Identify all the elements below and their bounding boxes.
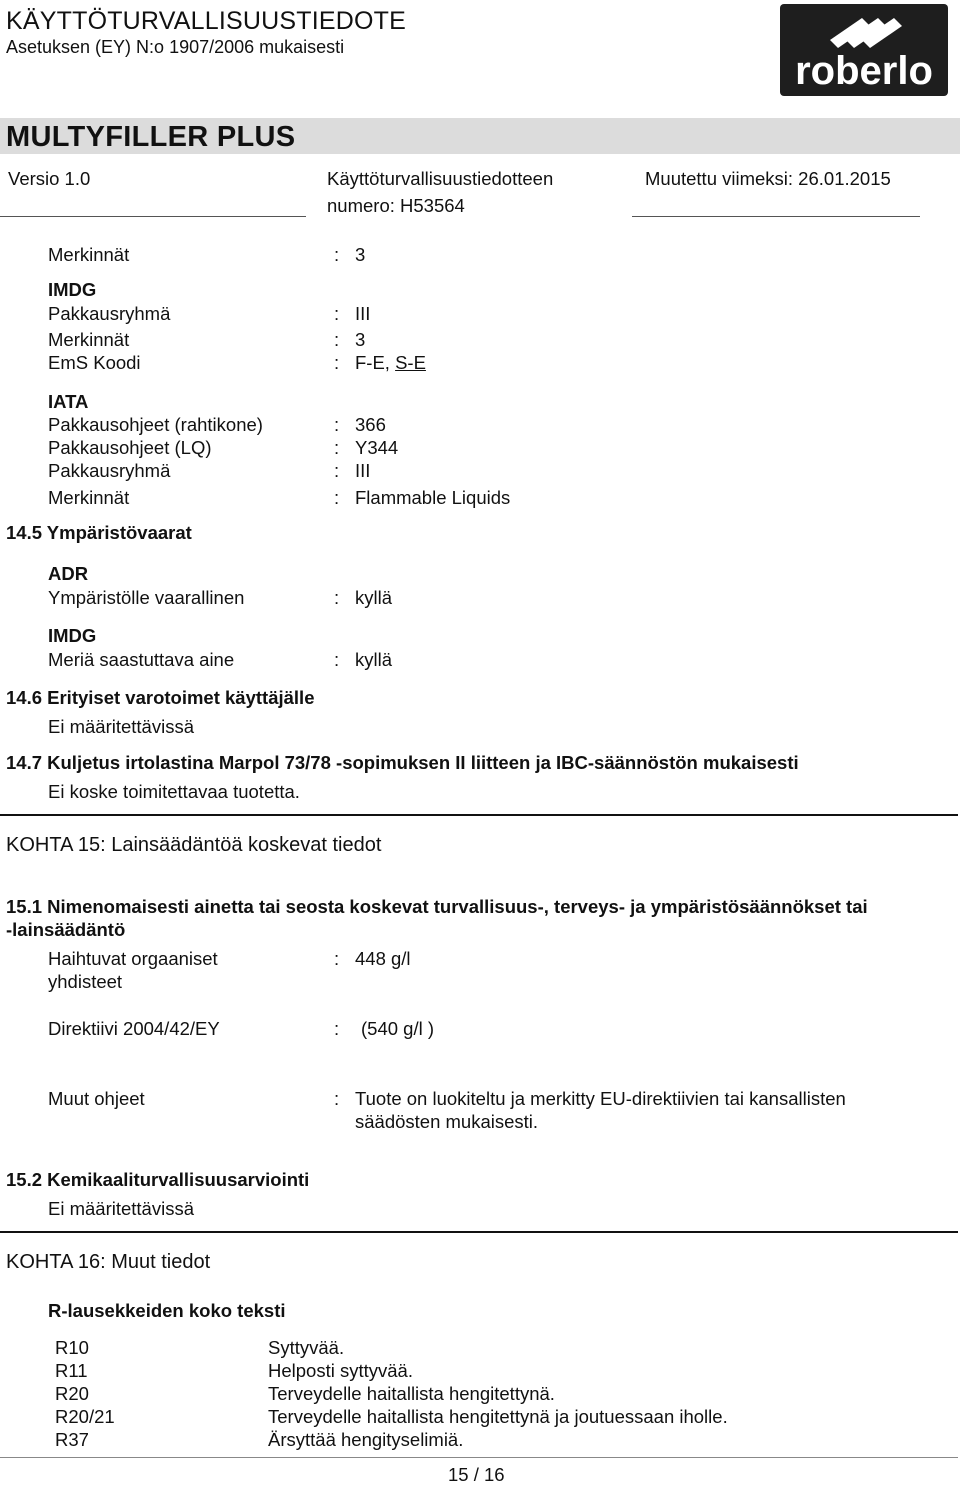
colon: : (334, 352, 340, 373)
row-label: Merkinnät (48, 244, 130, 265)
roberlo-logo (780, 4, 948, 96)
version-label: Versio 1.0 (8, 168, 91, 189)
row-value: kyllä (355, 587, 393, 608)
r-phrase-text: Helposti syttyvää. (268, 1360, 413, 1381)
colon: : (334, 649, 340, 670)
logo-wordmark: roberlo (795, 49, 933, 93)
row-label: Merkinnät (48, 329, 130, 350)
row-value: 3 (355, 329, 366, 350)
r-phrase-code: R20/21 (55, 1406, 115, 1427)
header-divider (0, 216, 306, 217)
row-label: Pakkausohjeet (LQ) (48, 437, 212, 458)
group-title-adr: ADR (48, 563, 89, 584)
r-phrase-text: Syttyvää. (268, 1337, 345, 1358)
footer-divider (0, 1457, 958, 1458)
row-value: 366 (355, 414, 386, 435)
row-label: Meriä saastuttava aine (48, 649, 235, 670)
row-label: Muut ohjeet (48, 1088, 145, 1109)
subsection-text: Ei määritettävissä (48, 1198, 194, 1219)
r-phrases-title: R-lausekkeiden koko teksti (48, 1300, 286, 1321)
r-phrase-text: Terveydelle haitallista hengitettynä. (268, 1383, 555, 1404)
subsection-title-15-2: 15.2 Kemikaaliturvallisuusarviointi (6, 1169, 310, 1190)
colon: : (334, 244, 340, 265)
colon: : (334, 414, 340, 435)
row-label-cont: yhdisteet (48, 971, 123, 992)
revision-date: Muutettu viimeksi: 26.01.2015 (645, 168, 891, 189)
colon: : (334, 1088, 340, 1109)
colon: : (334, 487, 340, 508)
ems-spill-code: S-E (395, 352, 426, 373)
colon: : (334, 460, 340, 481)
row-value: III (355, 460, 371, 481)
sds-number-label: Käyttöturvallisuustiedotteen (327, 168, 554, 189)
row-label: Ympäristölle vaarallinen (48, 587, 245, 608)
colon: : (334, 587, 340, 608)
header-divider (632, 216, 920, 217)
row-label: EmS Koodi (48, 352, 141, 373)
r-phrase-code: R11 (55, 1360, 88, 1381)
r-phrase-code: R10 (55, 1337, 89, 1358)
row-label: Pakkausryhmä (48, 303, 171, 324)
page-number: 15 / 16 (448, 1464, 505, 1485)
colon: : (334, 1018, 340, 1039)
row-value: kyllä (355, 649, 393, 670)
row-value: Tuote on luokiteltu ja merkitty EU-direktiivien tai kansallisten (355, 1088, 846, 1109)
subsection-title-14-7: 14.7 Kuljetus irtolastina Marpol 73/78 -sopimuksen II liitteen ja IBC-säännöstön mukaisesti (6, 752, 799, 773)
section-title-15: KOHTA 15: Lainsäädäntöä koskevat tiedot (6, 834, 382, 856)
colon: : (334, 948, 340, 969)
row-value-cont: säädösten mukaisesti. (355, 1111, 539, 1132)
subsection-text: Ei koske toimitettavaa tuotetta. (48, 781, 300, 802)
group-title-iata: IATA (48, 391, 89, 412)
row-value: III (355, 303, 371, 324)
row-label: Haihtuvat orgaaniset (48, 948, 218, 969)
section-title-16: KOHTA 16: Muut tiedot (6, 1251, 211, 1273)
group-title-imdg: IMDG (48, 625, 97, 646)
subsection-title-14-5: 14.5 Ympäristövaarat (6, 522, 192, 543)
ems-code-value (355, 351, 426, 374)
product-name: MULTYFILLER PLUS (6, 121, 296, 153)
row-value: 3 (355, 244, 366, 265)
row-label: Pakkausryhmä (48, 460, 171, 481)
row-label: Direktiivi 2004/42/EY (48, 1018, 220, 1039)
logo-mark-icon (830, 18, 902, 48)
subsection-text: Ei määritettävissä (48, 716, 194, 737)
row-value: 448 g/l (355, 948, 411, 969)
row-value: Y344 (355, 437, 399, 458)
section-divider (0, 814, 958, 816)
group-title-imdg: IMDG (48, 279, 97, 300)
subsection-title-15-1-cont: -lainsäädäntö (6, 919, 126, 940)
r-phrase-text: Ärsyttää hengityselimiä. (268, 1429, 464, 1450)
row-label: Pakkausohjeet (rahtikone) (48, 414, 263, 435)
ems-fire-code: F-E, (355, 352, 396, 373)
r-phrase-code: R37 (55, 1429, 89, 1450)
document-title: KÄYTTÖTURVALLISUUSTIEDOTE (6, 7, 406, 35)
subsection-title-15-1: 15.1 Nimenomaisesti ainetta tai seosta koskevat turvallisuus-, terveys- ja ympäristösäännökset tai (6, 896, 868, 917)
r-phrase-code: R20 (55, 1383, 89, 1404)
regulation-subtitle: Asetuksen (EY) N:o 1907/2006 mukaisesti (6, 37, 345, 57)
colon: : (334, 329, 340, 350)
colon: : (334, 303, 340, 324)
row-value: Flammable Liquids (355, 487, 511, 508)
sds-number-value: numero: H53564 (327, 195, 465, 216)
row-label: Merkinnät (48, 487, 130, 508)
subsection-title-14-6: 14.6 Erityiset varotoimet käyttäjälle (6, 687, 315, 708)
section-divider (0, 1231, 958, 1233)
r-phrase-text: Terveydelle haitallista hengitettynä ja joutuessaan iholle. (268, 1406, 728, 1427)
row-value: (540 g/l ) (361, 1018, 435, 1039)
colon: : (334, 437, 340, 458)
